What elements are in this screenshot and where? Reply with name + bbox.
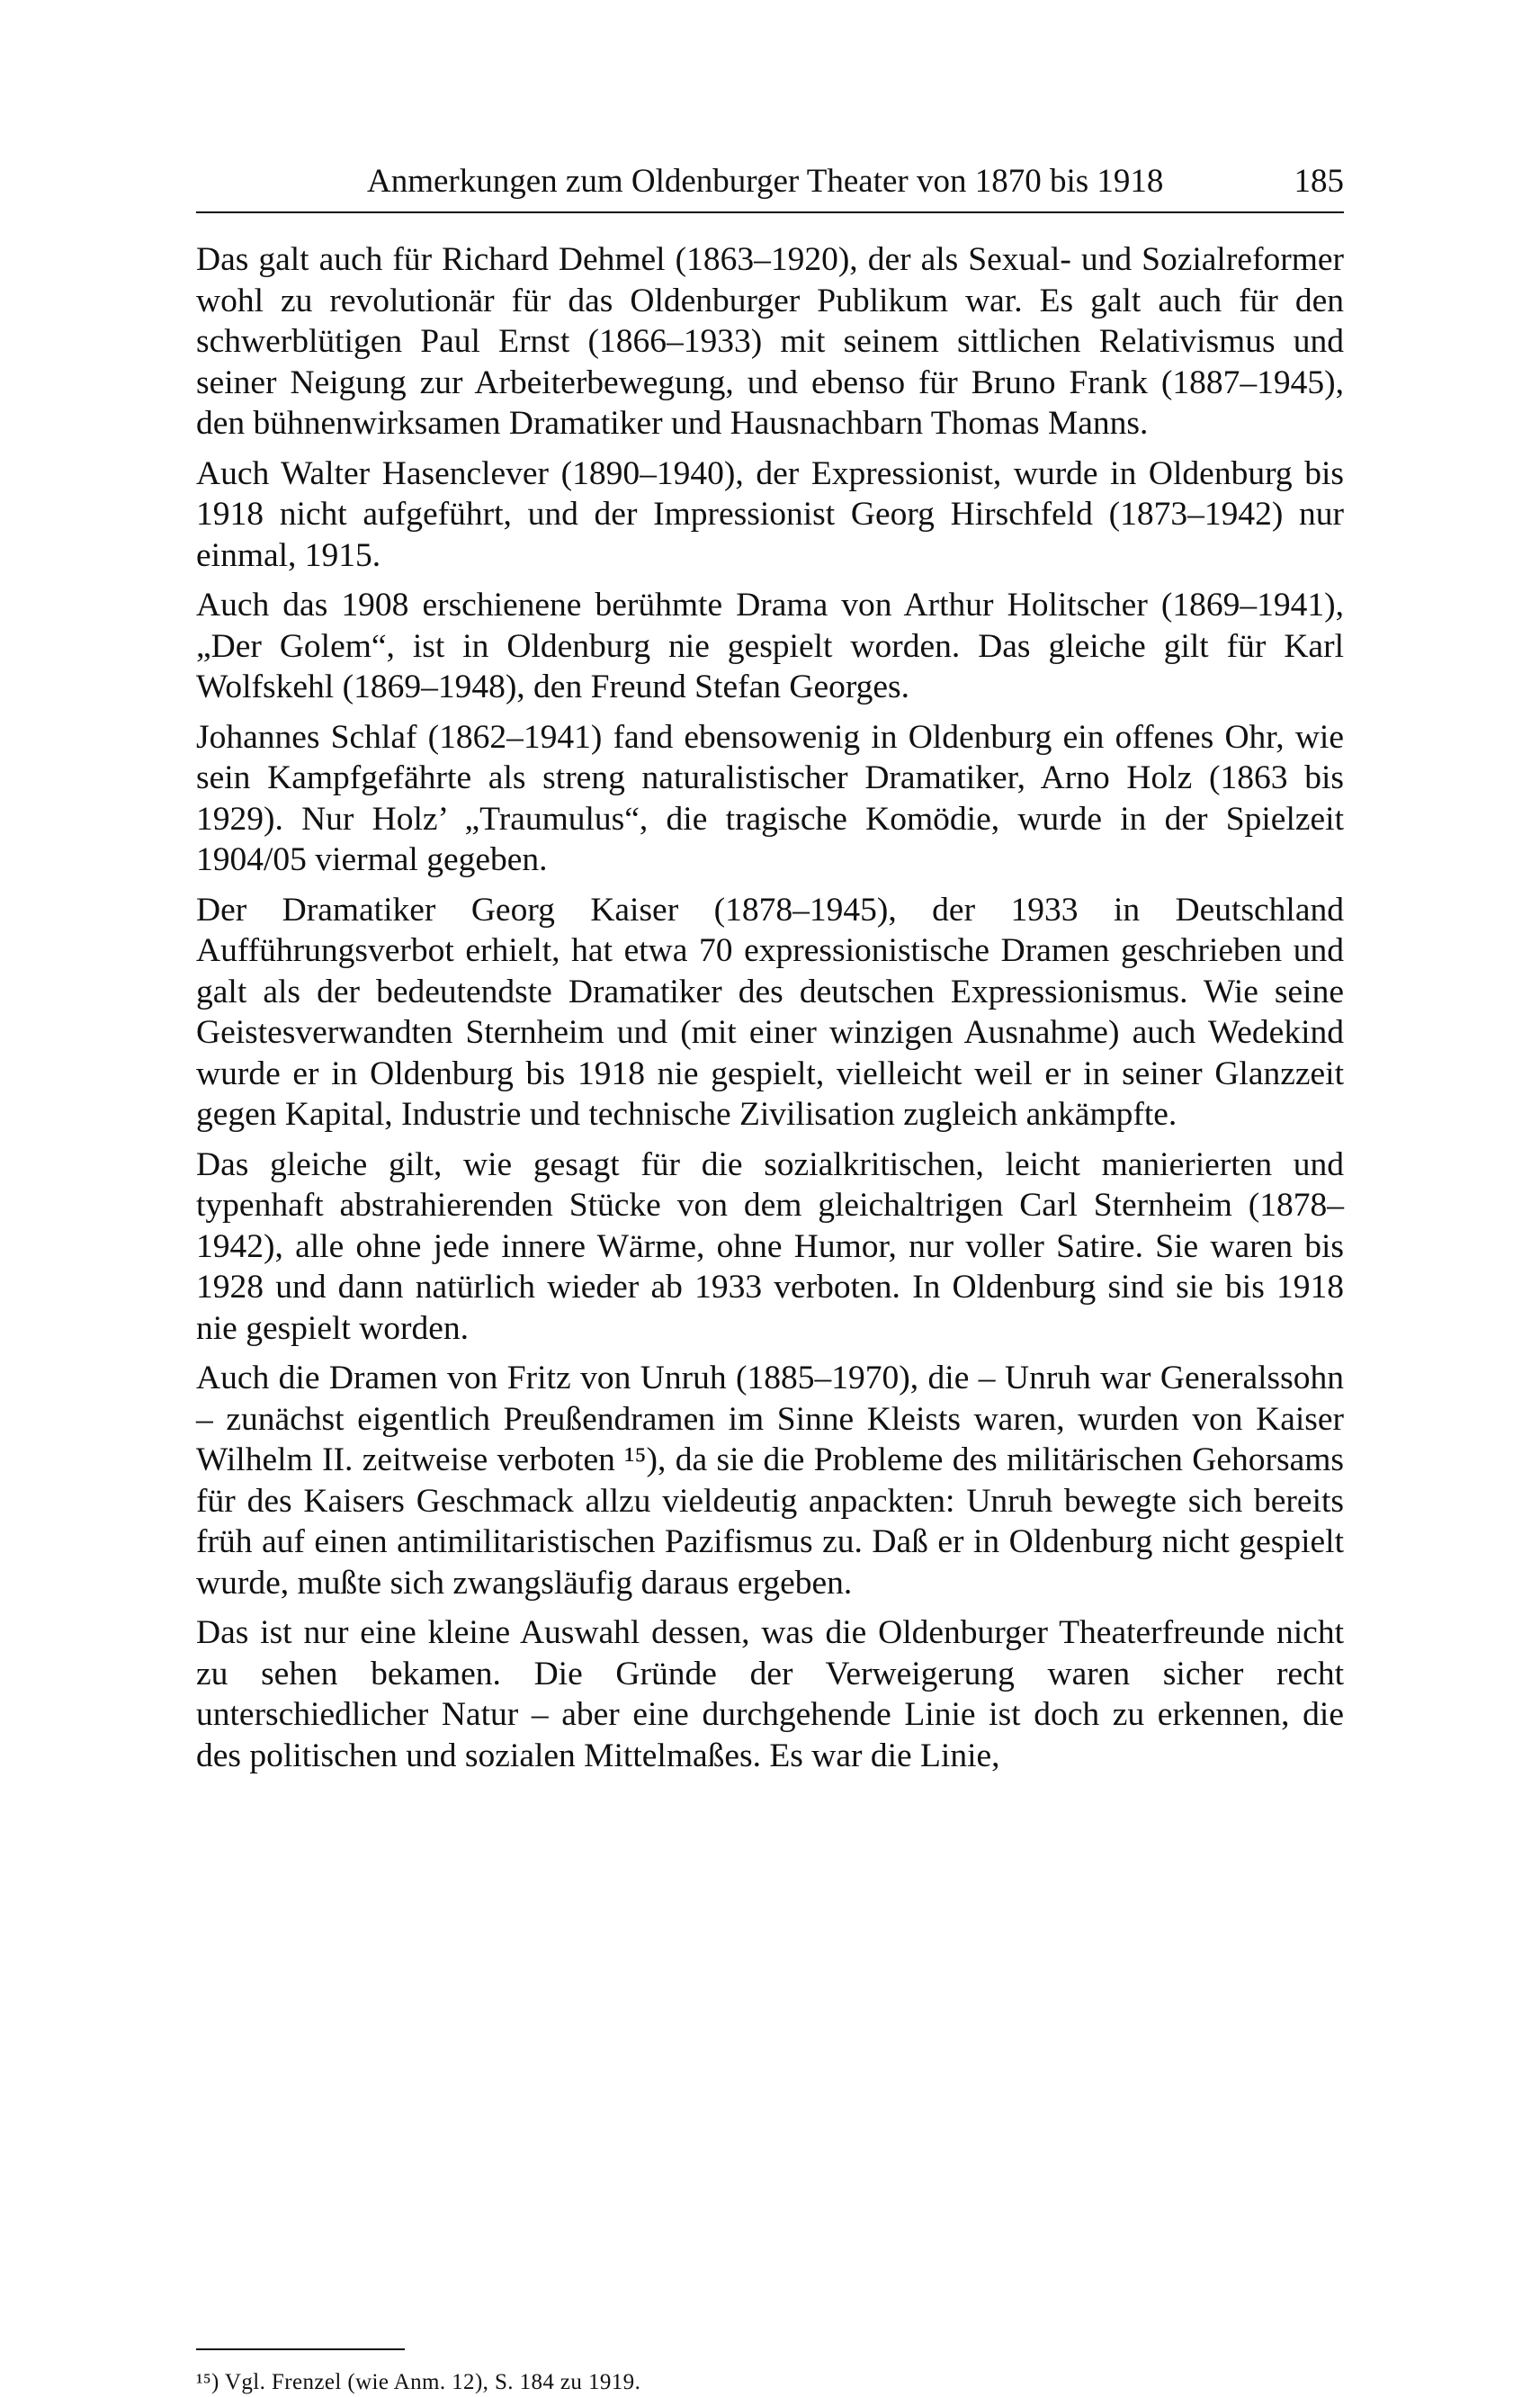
footnote-rule <box>196 2348 405 2350</box>
paragraph-kaiser: Der Dramatiker Georg Kaiser (1878–1945), der 1933 in Deutschland Aufführungsverbot erhielt, hat etwa 70 expressionistische Dramen geschrieben und galt als der bedeutendste Dramatiker des deutschen Expressionismus. Wie seine Geistesverwandten Sternheim und (mit einer winzigen Ausnahme) auch Wedekind wurde er in Oldenburg bis 1918 nie gespielt, vielleicht weil er in seiner Glanzzeit gegen Kapital, Industrie und technische Zivilisation zugleich ankämpfte. <box>196 891 1344 1133</box>
running-header <box>196 160 1344 203</box>
paragraph-sternheim: Das gleiche gilt, wie gesagt für die sozialkritischen, leicht manierierten und typenhaft abstrahierenden Stücke von dem gleichaltrigen Carl Sternheim (1878–1942), alle ohne jede innere Wärme, ohne Humor, nur voller Satire. Sie waren bis 1928 und dann natürlich wieder ab 1933 verboten. In Oldenburg sind sie bis 1918 nie gespielt worden. <box>196 1145 1344 1347</box>
paragraph-dehmel-ernst-frank: Das galt auch für Richard Dehmel (1863–1920), der als Sexual- und Sozialreformer wohl zu revolutionär für das Oldenburger Publikum war. Es galt auch für den schwerblütigen Paul Ernst (1866–1933) mit seinem sittlichen Relativismus und seiner Neigung zur Arbeiterbewegung, und ebenso für Bruno Frank (1887–1945), den bühnenwirksamen Dramatiker und Hausnachbarn Thomas Manns. <box>196 241 1344 442</box>
footnote-15: ¹⁵) Vgl. Frenzel (wie Anm. 12), S. 184 zu 1919. <box>196 2370 641 2394</box>
body-text <box>196 239 1344 1785</box>
paragraph-schlaf-holz: Johannes Schlaf (1862–1941) fand ebensowenig in Oldenburg ein offenes Ohr, wie sein Kampfgefährte als streng naturalistischer Dramatiker, Arno Holz (1863 bis 1929). Nur Holz’ „Traumulus“, die tragische Komödie, wurde in der Spielzeit 1904/05 viermal gegeben. <box>196 718 1344 878</box>
running-title: Anmerkungen zum Oldenburger Theater von 1870 bis 1918 <box>367 163 1164 200</box>
page-number: 185 <box>1294 163 1344 200</box>
paragraph-unruh: Auch die Dramen von Fritz von Unruh (1885–1970), die – Unruh war Generalssohn – zunächst eigentlich Preußendramen im Sinne Kleists waren, wurden von Kaiser Wilhelm II. zeitweise verboten ¹⁵), da sie die Probleme des militärischen Gehorsams für des Kaisers Geschmack allzu vieldeutig anpackten: Unruh bewegte sich bereits früh auf einen antimilitaristischen Pazifismus zu. Daß er in Oldenburg nicht gespielt wurde, mußte sich zwangsläufig daraus ergeben. <box>196 1360 1344 1602</box>
paragraph-auswahl: Das ist nur eine kleine Auswahl dessen, was die Oldenburger Theaterfreunde nicht zu sehen bekamen. Die Gründe der Verweigerung waren sicher recht unterschiedlicher Natur – aber eine durchgehende Linie ist doch zu erkennen, die des politischen und sozialen Mittelmaßes. Es war die Linie, <box>196 1614 1344 1774</box>
paragraph-hasenclever-hirschfeld: Auch Walter Hasenclever (1890–1940), der Expressionist, wurde in Oldenburg bis 1918 nicht aufgeführt, und der Impressionist Georg Hirschfeld (1873–1942) nur einmal, 1915. <box>196 454 1344 574</box>
header-rule <box>196 211 1344 213</box>
paragraph-holitscher-wolfskehl: Auch das 1908 erschienene berühmte Drama von Arthur Holitscher (1869–1941), „Der Golem“, ist in Oldenburg nie gespielt worden. Das gleiche gilt für Karl Wolfskehl (1869–1948), den Freund Stefan Georges. <box>196 587 1344 705</box>
